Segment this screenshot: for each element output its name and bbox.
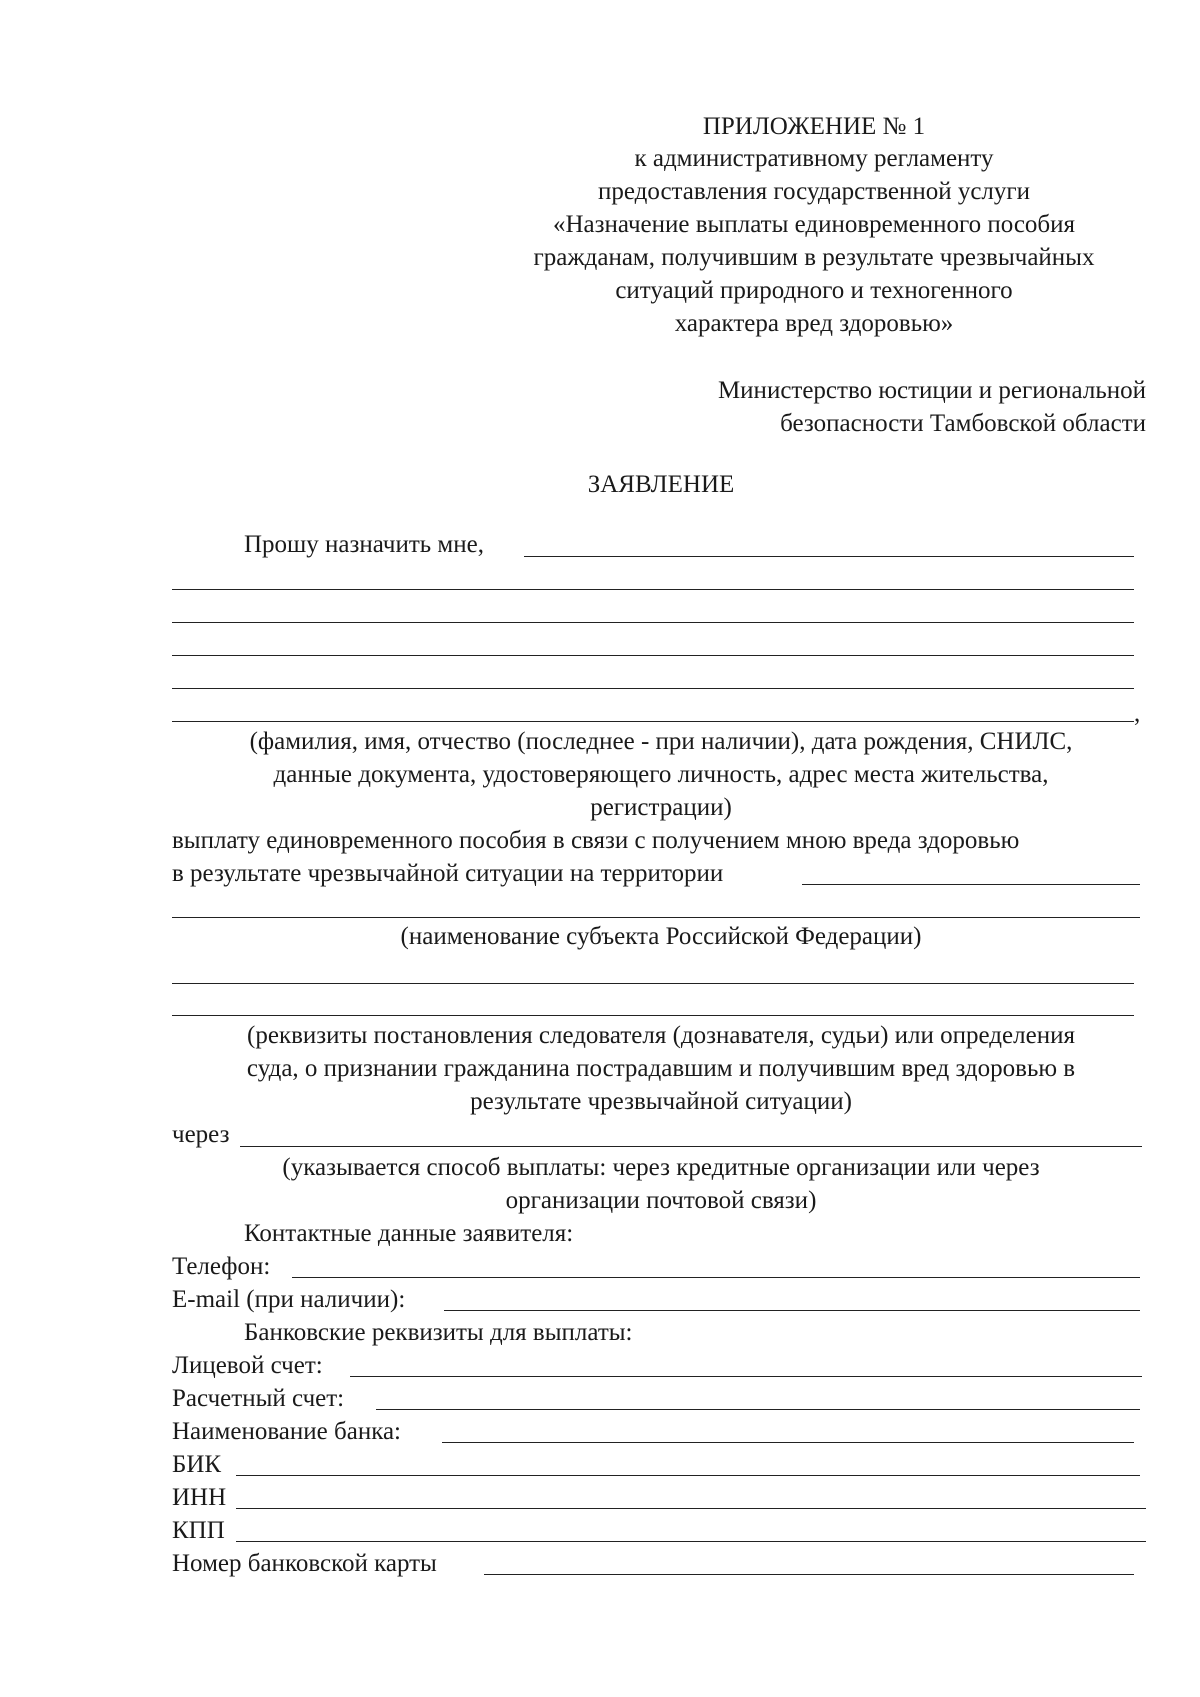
recipient-line: Министерство юстиции и региональной xyxy=(717,377,1146,404)
appendix-line: гражданам, получившим в результате чрезвычайных xyxy=(533,244,1095,271)
payment-method-field[interactable] xyxy=(240,1146,1142,1147)
kpp-field[interactable] xyxy=(236,1541,1146,1542)
request-intro: Прошу назначить мне, xyxy=(244,531,484,558)
account-label: Лицевой счет: xyxy=(172,1352,323,1379)
card-number-label: Номер банковской карты xyxy=(172,1550,437,1577)
decision-details-field[interactable] xyxy=(172,1015,1134,1016)
personal-data-field[interactable] xyxy=(172,655,1134,656)
personal-data-hint: (фамилия, имя, отчество (последнее - при наличии), дата рождения, СНИЛС, xyxy=(249,728,1073,755)
recipient-line: безопасности Тамбовской области xyxy=(780,410,1146,437)
phone-label: Телефон: xyxy=(172,1253,271,1280)
payment-statement: выплату единовременного пособия в связи с получением мною вреда здоровью xyxy=(172,827,1020,854)
decision-hint: (реквизиты постановления следователя (дознавателя, судьи) или определения xyxy=(247,1022,1075,1049)
territory-field[interactable] xyxy=(802,884,1140,885)
email-label: E-mail (при наличии): xyxy=(172,1286,406,1313)
appendix-line: к административному регламенту xyxy=(634,145,994,172)
appendix-line: предоставления государственной услуги xyxy=(597,178,1031,205)
trailing-comma: , xyxy=(1134,700,1141,727)
personal-data-field[interactable] xyxy=(172,589,1134,590)
appendix-line: «Назначение выплаты единовременного пособия xyxy=(552,211,1076,238)
personal-data-field[interactable] xyxy=(172,688,1134,689)
region-hint: (наименование субъекта Российской Федерации) xyxy=(400,923,922,950)
decision-hint: суда, о признании гражданина пострадавшим и получившим вред здоровью в xyxy=(246,1055,1076,1082)
account-field[interactable] xyxy=(350,1376,1142,1377)
bank-name-field[interactable] xyxy=(442,1442,1134,1443)
phone-field[interactable] xyxy=(292,1277,1140,1278)
personal-data-field[interactable] xyxy=(172,622,1134,623)
personal-data-hint: регистрации) xyxy=(590,794,732,821)
settlement-account-field[interactable] xyxy=(376,1409,1140,1410)
appendix-title: ПРИЛОЖЕНИЕ № 1 xyxy=(702,113,926,140)
payment-method-hint: (указывается способ выплаты: через кредитные организации или через xyxy=(282,1154,1040,1181)
via-label: через xyxy=(172,1121,230,1148)
bik-label: БИК xyxy=(172,1451,222,1478)
appendix-line: ситуаций природного и техногенного xyxy=(615,277,1013,304)
decision-details-field[interactable] xyxy=(172,983,1134,984)
payment-method-hint: организации почтовой связи) xyxy=(505,1187,817,1214)
form-title: ЗАЯВЛЕНИЕ xyxy=(587,471,735,498)
payment-statement: в результате чрезвычайной ситуации на территории xyxy=(172,860,724,887)
personal-data-field[interactable] xyxy=(172,721,1134,722)
personal-data-hint: данные документа, удостоверяющего личность, адрес места жительства, xyxy=(273,761,1049,788)
appendix-line: характера вред здоровью» xyxy=(674,310,954,337)
bank-name-label: Наименование банка: xyxy=(172,1418,402,1445)
decision-hint: результате чрезвычайной ситуации) xyxy=(470,1088,852,1115)
personal-data-field[interactable] xyxy=(524,556,1134,557)
bik-field[interactable] xyxy=(236,1475,1140,1476)
card-number-field[interactable] xyxy=(484,1574,1134,1575)
email-field[interactable] xyxy=(444,1310,1140,1311)
kpp-label: КПП xyxy=(172,1517,225,1544)
inn-field[interactable] xyxy=(236,1508,1146,1509)
territory-field[interactable] xyxy=(172,917,1140,918)
bank-heading: Банковские реквизиты для выплаты: xyxy=(244,1319,633,1346)
inn-label: ИНН xyxy=(172,1484,227,1511)
contacts-heading: Контактные данные заявителя: xyxy=(244,1220,574,1247)
settlement-account-label: Расчетный счет: xyxy=(172,1385,345,1412)
